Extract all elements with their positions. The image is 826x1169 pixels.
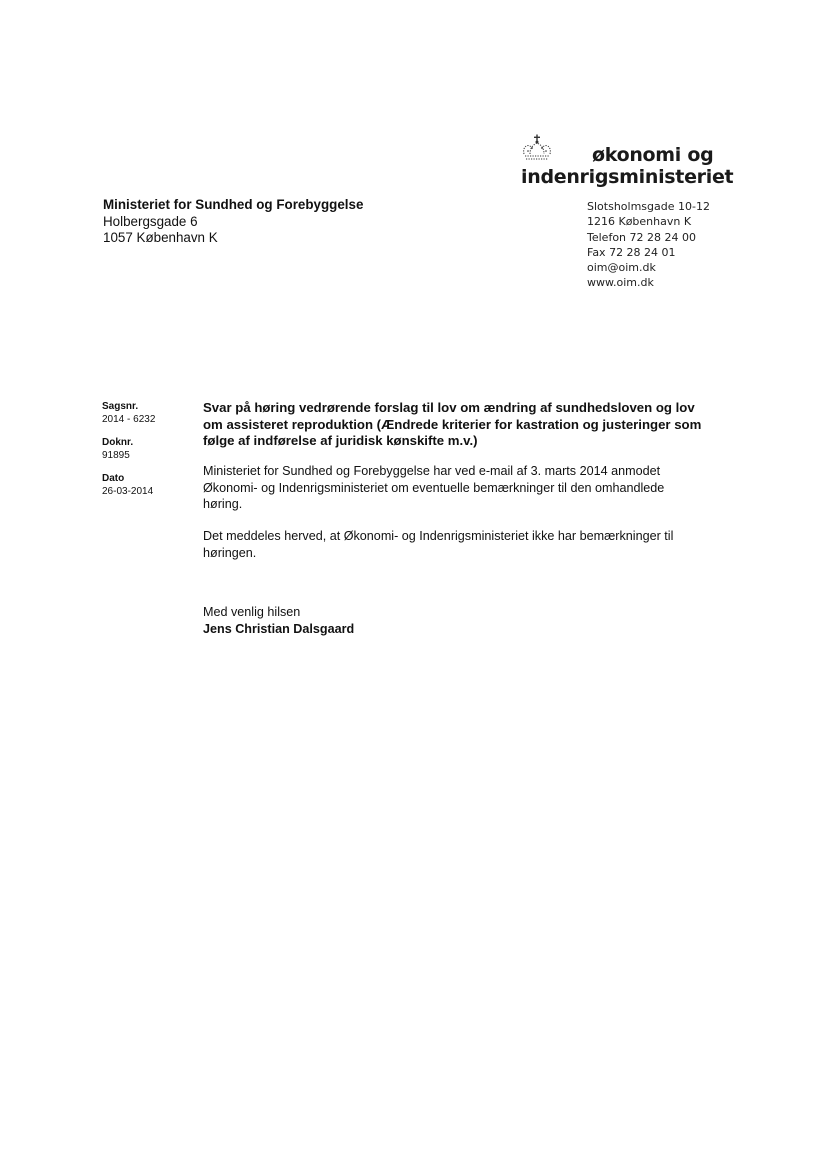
- greeting: Med venlig hilsen: [203, 605, 301, 619]
- document-date: [102, 472, 155, 498]
- recipient-address: [103, 197, 363, 247]
- document-number-label: Doknr.: [102, 437, 134, 448]
- signature: Jens Christian Dalsgaard: [203, 621, 355, 636]
- sender-street: Slotsholmsgade 10-12: [587, 200, 710, 213]
- letter-closing: [203, 604, 354, 637]
- recipient-street: Holbergsgade 6: [103, 213, 198, 229]
- date-label: Dato: [102, 473, 125, 484]
- document-number: [102, 436, 155, 462]
- sender-city: 1216 København K: [587, 215, 692, 229]
- sender-email: oim@oim.dk: [587, 261, 656, 275]
- logo-wordmark-line1: økonomi og: [592, 144, 714, 166]
- date-value: 26-03-2014: [102, 486, 154, 497]
- case-number-value: 2014 - 6232: [102, 414, 156, 425]
- recipient-name: Ministeriet for Sundhed og Forebyggelse: [103, 197, 364, 212]
- recipient-city: 1057 København K: [103, 230, 218, 246]
- sender-phone: Telefon 72 28 24 00: [587, 230, 696, 244]
- logo-wordmark-line2: indenrigsministeriet: [521, 166, 734, 188]
- case-number-label: Sagsnr.: [102, 401, 139, 412]
- sender-contact: [587, 199, 710, 291]
- sender-fax: Fax 72 28 24 01: [587, 245, 676, 259]
- letter-paragraph-1: Ministeriet for Sundhed og Forebyggelse har ved e-mail af 3. marts 2014 anmodet Økonomi- og Indenrigsministeriet om eventuelle bemærkninger til den omhandlede høring.: [203, 464, 665, 512]
- letter-subject: Svar på høring vedrørende forslag til lov om ændring af sundhedsloven og lov om assisteret reproduktion (Ændrede kriterier for kastration og justeringer som følge af indførelse af juridisk kønskifte m.v.): [203, 400, 702, 448]
- crown-icon: [520, 134, 554, 164]
- document-meta: [102, 400, 155, 508]
- letter-paragraph-2: Det meddeles herved, at Økonomi- og Indenrigsministeriet ikke har bemærkninger til høringen.: [203, 529, 674, 560]
- sender-web: www.oim.dk: [587, 276, 654, 290]
- case-number: [102, 400, 155, 426]
- document-number-value: 91895: [102, 450, 130, 461]
